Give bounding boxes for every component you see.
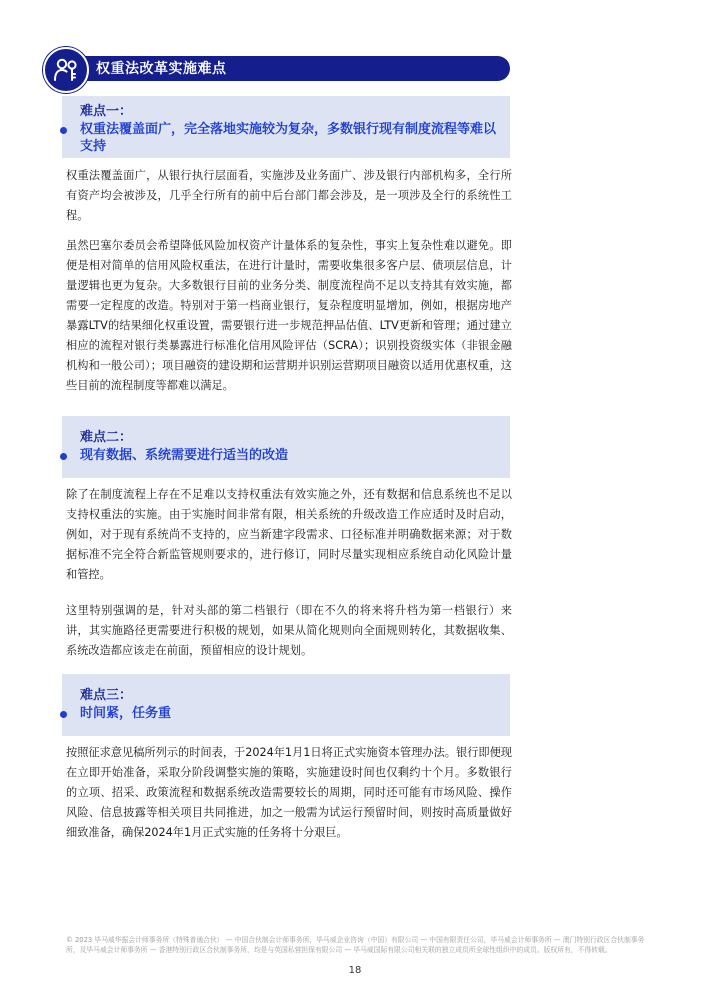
- section-3-label: 难点三：: [80, 688, 133, 703]
- section-3-paragraph-1: 按照征求意见稿所列示的时间表，于2024年1月1日将正式实施资本管理办法。银行即便现在立即开始准备，采取分阶段调整实施的策略，实施建设时间也仅剩约十个月。多数银行的立项、招采、政策流程和数据系统改造需要较长的周期，同时还可能有市场风险、操作风险、信息披露等相关项目共同推进，加之一般需为试运行预留时间，则按时高质量做好细致准备，确保2024年1月正式实施的任务将十分艰巨。: [66, 746, 512, 839]
- section-3-title: 时间紧，任务重: [80, 706, 172, 721]
- section-1-paragraph-2: 虽然巴塞尔委员会希望降低风险加权资产计量体系的复杂性，事实上复杂性难以避免。即便是相对简单的信用风险权重法，在进行计量时，需要收集很多客户层、债项层信息，计量逻辑也更为复杂。大多数银行目前的业务分类、制度流程尚不足以支持其有效实施，都需要一定程度的改造。特别对于第一档商业银行，复杂程度明显增加，例如，根据房地产暴露LTV的结果细化权重设置，需要银行进一步规范押品估值、LTV更新和管理；通过建立相应的流程对银行类暴露进行标准化信用风险评估（SCRA）；识别投资级实体（非银金融机构和一般公司）；项目融资的建设期和运营期并识别运营期项目融资以适用优惠权重，这些目前的流程制度等都难以满足。: [66, 239, 512, 392]
- header-badge: [43, 47, 89, 93]
- section-2-paragraph-2: 这里特别强调的是，针对头部的第二档银行（即在不久的将来将升档为第一档银行）来讲，其实施路径更需要进行积极的规划，如果从简化规则向全面规则转化，其数据收集、系统改造都应该走在前面，预留相应的设计规划。: [66, 604, 512, 657]
- page-number: 18: [348, 965, 362, 976]
- section-1-label: 难点一：: [80, 104, 133, 119]
- user-key-icon: [52, 56, 80, 84]
- section-1-title: 权重法覆盖面广，完全落地实施较为复杂，多数银行现有制度流程等难以支持: [80, 122, 497, 154]
- section-3-bullet: [60, 711, 67, 718]
- section-1-bullet: [60, 127, 67, 134]
- section-2-bullet: [60, 453, 67, 460]
- footer-copyright: © 2023 毕马威华振会计师事务所（特殊普通合伙） — 中国合伙制会计师事务所，毕马威企业咨询（中国）有限公司 — 中国有限责任公司，毕马威会计师事务所 — 澳门特别行政区合伙制事务所，及毕马威会计师事务所 — 香港特别行政区合伙制事务所，均是与英国私营担保有限公司 — 毕马威国际有限公司相关联的独立成员所全球性组织中的成员。版权所有，不得转载。: [66, 936, 645, 954]
- page-title: 权重法改革实施难点: [96, 61, 227, 77]
- section-2-title: 现有数据、系统需要进行适当的改造: [80, 448, 289, 463]
- section-2-paragraph-1: 除了在制度流程上存在不足难以支持权重法有效实施之外，还有数据和信息系统也不足以支持权重法的实施。由于实施时间非常有限，相关系统的升级改造工作应适时及时启动，例如，对于现有系统尚不支持的，应当新建字段需求、口径标准并明确数据来源；对于数据标准不完全符合新监管规则要求的，进行修订，同时尽量实现相应系统自动化风险计量和管控。: [66, 488, 512, 581]
- section-1-paragraph-1: 权重法覆盖面广，从银行执行层面看，实施涉及业务面广、涉及银行内部机构多，全行所有资产均会被涉及，几乎全行所有的前中后台部门都会涉及，是一项涉及全行的系统性工程。: [66, 169, 512, 222]
- section-2-label: 难点二：: [80, 430, 133, 445]
